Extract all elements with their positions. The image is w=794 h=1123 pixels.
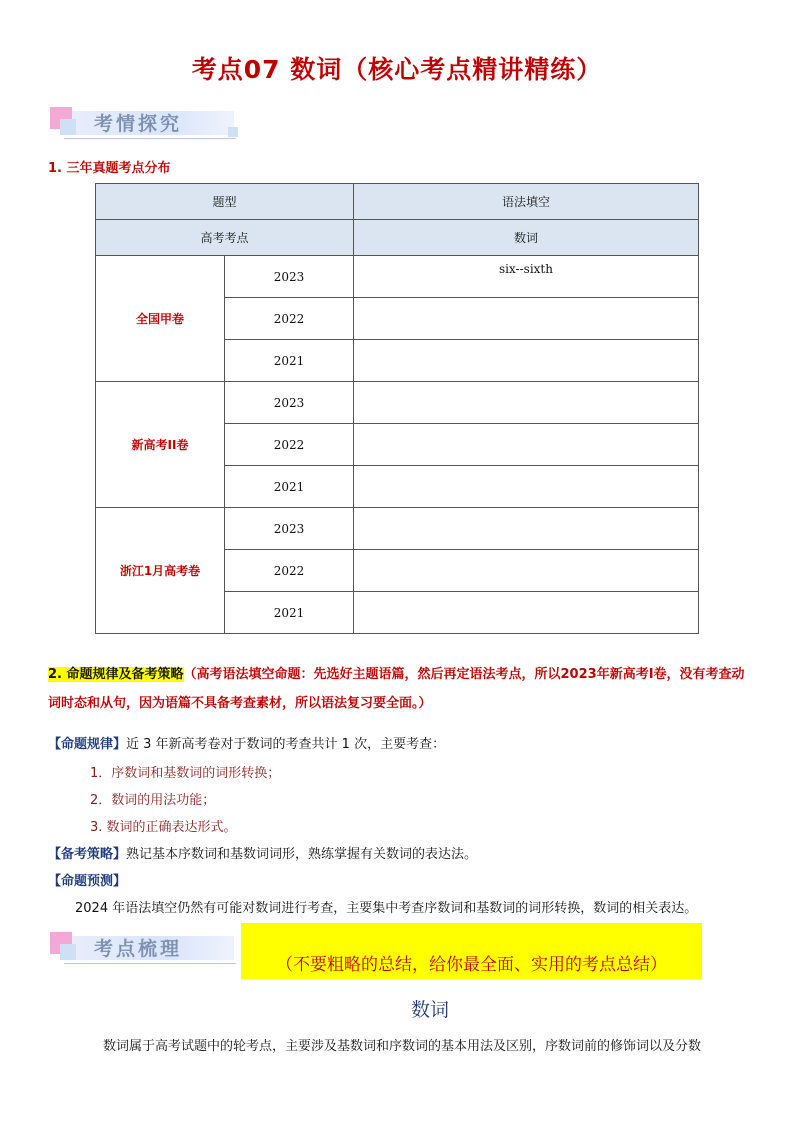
value-cell — [354, 466, 699, 508]
strategy-tag: 【备考策略】 — [48, 847, 127, 862]
year-cell: 2023 — [225, 382, 354, 424]
rule-text: 近 3 年新高考卷对于数词的考查共计 1 次，主要考查： — [126, 737, 446, 752]
prediction-tag: 【命题预测】 — [48, 874, 127, 889]
year-cell: 2023 — [225, 508, 354, 550]
province-label: 浙江1月高考卷 — [96, 508, 225, 634]
header-question-type: 题型 — [96, 184, 354, 220]
section-2-block — [48, 660, 753, 718]
province-label: 新高考II卷 — [96, 382, 225, 508]
list-item: 1．序数词和基数词的词形转换； — [90, 766, 281, 781]
year-cell: 2022 — [225, 298, 354, 340]
section-banner-exam-analysis — [50, 105, 240, 141]
exam-distribution-table — [95, 183, 699, 634]
header-numerals: 数词 — [354, 220, 699, 256]
year-cell: 2021 — [225, 466, 354, 508]
province-label: 全国甲卷 — [96, 256, 225, 382]
header-grammar-fill: 语法填空 — [354, 184, 699, 220]
year-cell: 2021 — [225, 592, 354, 634]
banner-label: 考点梳理 — [94, 938, 183, 960]
header-exam-point: 高考考点 — [96, 220, 354, 256]
highlight-note-text: （不要粗略的总结，给你最全面、实用的考点总结） — [276, 955, 667, 975]
value-cell — [354, 424, 699, 466]
list-item: 3. 数词的正确表达形式。 — [90, 820, 237, 835]
value-cell — [354, 382, 699, 424]
value-cell — [354, 550, 699, 592]
list-item: 2．数词的用法功能； — [90, 793, 216, 808]
numerals-heading: 数词 — [410, 999, 449, 1021]
value-cell — [354, 508, 699, 550]
rule-paragraph — [48, 733, 445, 752]
value-cell — [354, 298, 699, 340]
year-cell: 2021 — [225, 340, 354, 382]
section-2-note: （高考语法填空命题：先选好主题语篇，然后再定语法考点，所以2023年新高考I卷，没有考查动词时态和从句，因为语篇不具备考查素材，所以语法复习要全面。） — [48, 667, 745, 711]
highlight-note-box — [241, 923, 702, 979]
intro-paragraph: 数词属于高考试题中的轮考点，主要涉及基数词和序数词的基本用法及区别，序数词前的修饰词以及分数 — [103, 1039, 702, 1054]
strategy-paragraph — [48, 843, 477, 862]
value-cell — [354, 340, 699, 382]
year-cell: 2022 — [225, 424, 354, 466]
section-banner-key-points — [50, 930, 240, 966]
value-cell — [354, 592, 699, 634]
section-2-label: 2. 命题规律及备考策略 — [48, 667, 184, 682]
section-1-title: 1. 三年真题考点分布 — [48, 161, 171, 176]
value-cell: six--sixth — [354, 256, 699, 298]
prediction-text: 2024 年语法填空仍然有可能对数词进行考查，主要集中考查序数词和基数词的词形转换，数词的相关表达。 — [75, 901, 698, 916]
strategy-text: 熟记基本序数词和基数词词形，熟练掌握有关数词的表达法。 — [126, 847, 478, 862]
year-cell: 2022 — [225, 550, 354, 592]
banner-label: 考情探究 — [94, 113, 183, 135]
page-title: 考点07 数词（核心考点精讲精练） — [191, 55, 603, 84]
rule-tag: 【命题规律】 — [48, 737, 127, 752]
year-cell: 2023 — [225, 256, 354, 298]
